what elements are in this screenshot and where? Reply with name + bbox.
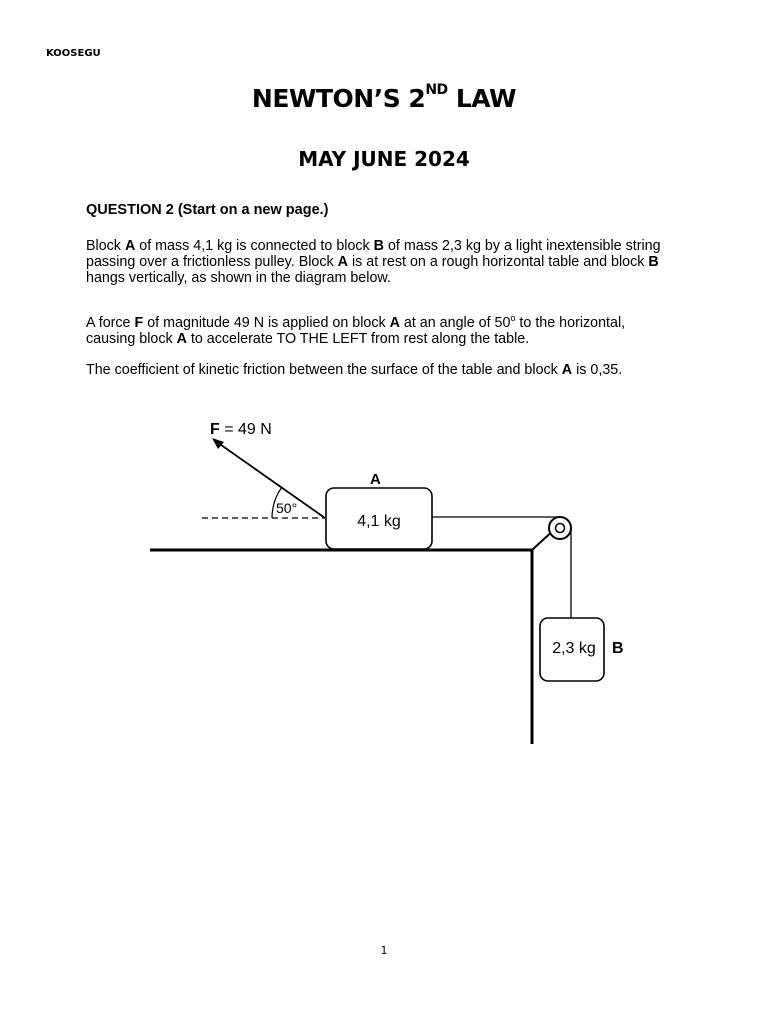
- page-title: [0, 84, 768, 113]
- pulley-axle: [556, 524, 565, 533]
- arrowhead-icon: [212, 438, 224, 449]
- question-paragraph-3: The coefficient of kinetic friction between the surface of the table and block A is 0,35.: [86, 362, 623, 378]
- block-a-mass: 4,1 kg: [357, 513, 401, 530]
- question-paragraph-2: A force F of magnitude 49 N is applied on block A at an angle of 50$^o$ to the horizontal, causing block A to accelerate TO THE LEFT from rest along the table.: [86, 313, 626, 347]
- question-heading: QUESTION 2 (Start on a new page.): [86, 202, 329, 218]
- page-number: 1: [380, 944, 388, 957]
- title-superscript: ND: [425, 82, 448, 98]
- force-arrow: [214, 440, 325, 518]
- header-tag: KOOSEGU: [46, 48, 101, 59]
- title-rest: LAW: [447, 84, 517, 113]
- angle-label: 50°: [276, 500, 298, 516]
- block-b-mass: 2,3 kg: [552, 640, 596, 657]
- page-subtitle: MAY JUNE 2024: [298, 147, 470, 171]
- force-label: F = 49 N: [210, 421, 272, 438]
- block-a-label: A: [370, 471, 381, 488]
- question-paragraph-1: Block A of mass 4,1 kg is connected to block B of mass 2,3 kg by a light inextensible string passing over a frictionless pulley. Block A is at rest on a rough horizontal table and block B hangs vertically, as shown in the diagram below.: [86, 238, 661, 286]
- physics-diagram: [0, 400, 768, 760]
- title-main: NEWTON’S 2: [251, 84, 426, 113]
- block-b-label: B: [612, 640, 624, 657]
